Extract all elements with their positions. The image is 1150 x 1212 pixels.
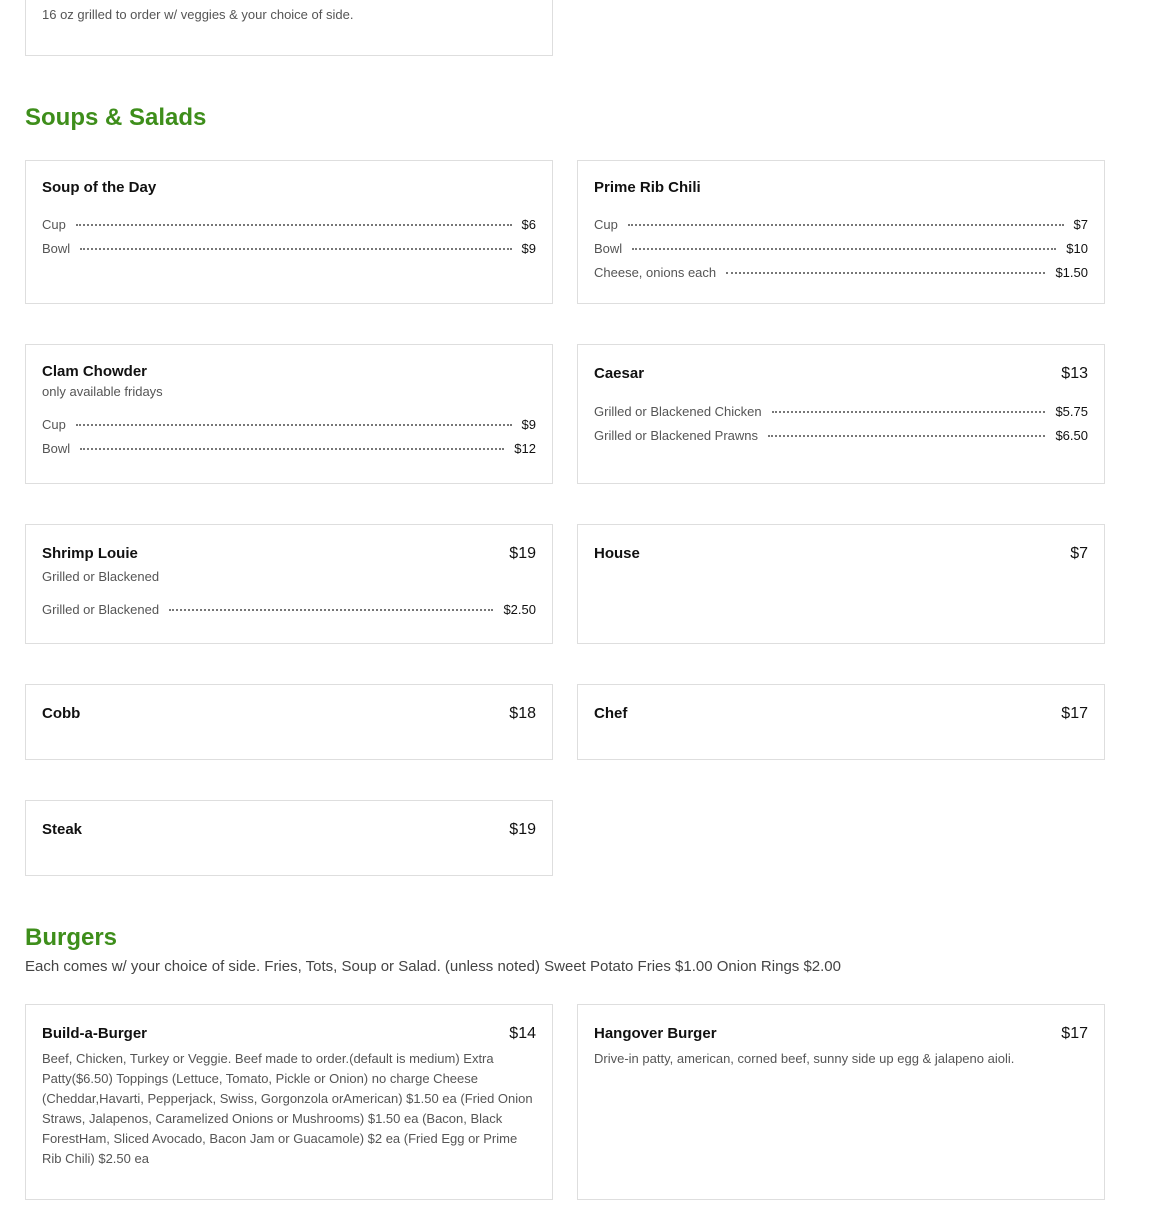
item-option: Cup $9 bbox=[42, 416, 536, 432]
item-name: Hangover Burger bbox=[594, 1025, 717, 1042]
menu-item-hangover-burger[interactable] bbox=[577, 1004, 1105, 1200]
item-description: Drive-in patty, american, corned beef, sunny side up egg & jalapeno aioli. bbox=[594, 1051, 1015, 1066]
item-price: $18 bbox=[509, 705, 536, 722]
item-name: Cobb bbox=[42, 705, 81, 722]
menu-item-soup-of-the-day[interactable] bbox=[25, 160, 553, 304]
item-name: Chef bbox=[594, 705, 628, 722]
item-price: $19 bbox=[509, 545, 536, 562]
item-price: $19 bbox=[509, 821, 536, 838]
item-option: Bowl $12 bbox=[42, 440, 536, 456]
item-description: 16 oz grilled to order w/ veggies & your choice of side. bbox=[42, 7, 354, 22]
item-option: Grilled or Blackened Chicken $5.75 bbox=[594, 403, 1088, 419]
item-price: $7 bbox=[1070, 545, 1088, 562]
item-option: Grilled or Blackened Prawns $6.50 bbox=[594, 427, 1088, 443]
menu-item-build-a-burger[interactable] bbox=[25, 1004, 553, 1200]
item-price: $17 bbox=[1061, 1025, 1088, 1042]
item-note: only available fridays bbox=[42, 384, 163, 399]
menu-item-chef[interactable] bbox=[577, 684, 1105, 760]
item-name: Clam Chowder bbox=[42, 363, 148, 380]
item-name: Build-a-Burger bbox=[42, 1025, 147, 1042]
menu-item-cobb[interactable] bbox=[25, 684, 553, 760]
menu-item-house[interactable] bbox=[577, 524, 1105, 644]
item-name: Prime Rib Chili bbox=[594, 179, 701, 196]
item-option: Cup $6 bbox=[42, 216, 536, 232]
item-name: Caesar bbox=[594, 365, 645, 382]
item-option: Bowl $10 bbox=[594, 240, 1088, 256]
section-description: Each comes w/ your choice of side. Fries, Tots, Soup or Salad. (unless noted) Sweet Potato Fries $1.00 Onion Rings $2.00 bbox=[25, 958, 841, 975]
item-name: House bbox=[594, 545, 640, 562]
section-title-burgers: Burgers bbox=[25, 924, 118, 951]
section-title-soups-salads: Soups & Salads bbox=[25, 104, 207, 131]
menu-item-card bbox=[25, 0, 553, 56]
item-option: Bowl $9 bbox=[42, 240, 536, 256]
item-price: $13 bbox=[1061, 365, 1088, 382]
menu-item-prime-rib-chili[interactable] bbox=[577, 160, 1105, 304]
item-note: Grilled or Blackened bbox=[42, 569, 160, 584]
item-option: Cheese, onions each $1.50 bbox=[594, 264, 1088, 280]
menu-item-steak[interactable] bbox=[25, 800, 553, 876]
menu-item-caesar[interactable] bbox=[577, 344, 1105, 484]
item-name: Shrimp Louie bbox=[42, 545, 138, 562]
item-name: Steak bbox=[42, 821, 83, 838]
item-price: $14 bbox=[509, 1025, 536, 1042]
menu-item-shrimp-louie[interactable] bbox=[25, 524, 553, 644]
menu-item-clam-chowder[interactable] bbox=[25, 344, 553, 484]
item-price: $17 bbox=[1061, 705, 1088, 722]
item-option: Grilled or Blackened $2.50 bbox=[42, 601, 536, 617]
item-description: Beef, Chicken, Turkey or Veggie. Beef made to order.(default is medium) Extra Patty($6.50) Toppings (Lettuce, Tomato, Pickle or Onion) no charge Cheese (Cheddar,Havarti, Pepperjack, Swiss, Gorgonzola orAmerican) $1.50 ea (Fried Onion Straws, Jalapenos, Caramelized Onions or Mushrooms) $1.50 ea (Bacon, Black ForestHam, Sliced Avocado, Bacon Jam or Guacamole) $2 ea (Fried Egg or Prime Rib Chili) $2.50 ea bbox=[42, 1051, 533, 1166]
item-option: Cup $7 bbox=[594, 216, 1088, 232]
item-name: Soup of the Day bbox=[42, 179, 157, 196]
